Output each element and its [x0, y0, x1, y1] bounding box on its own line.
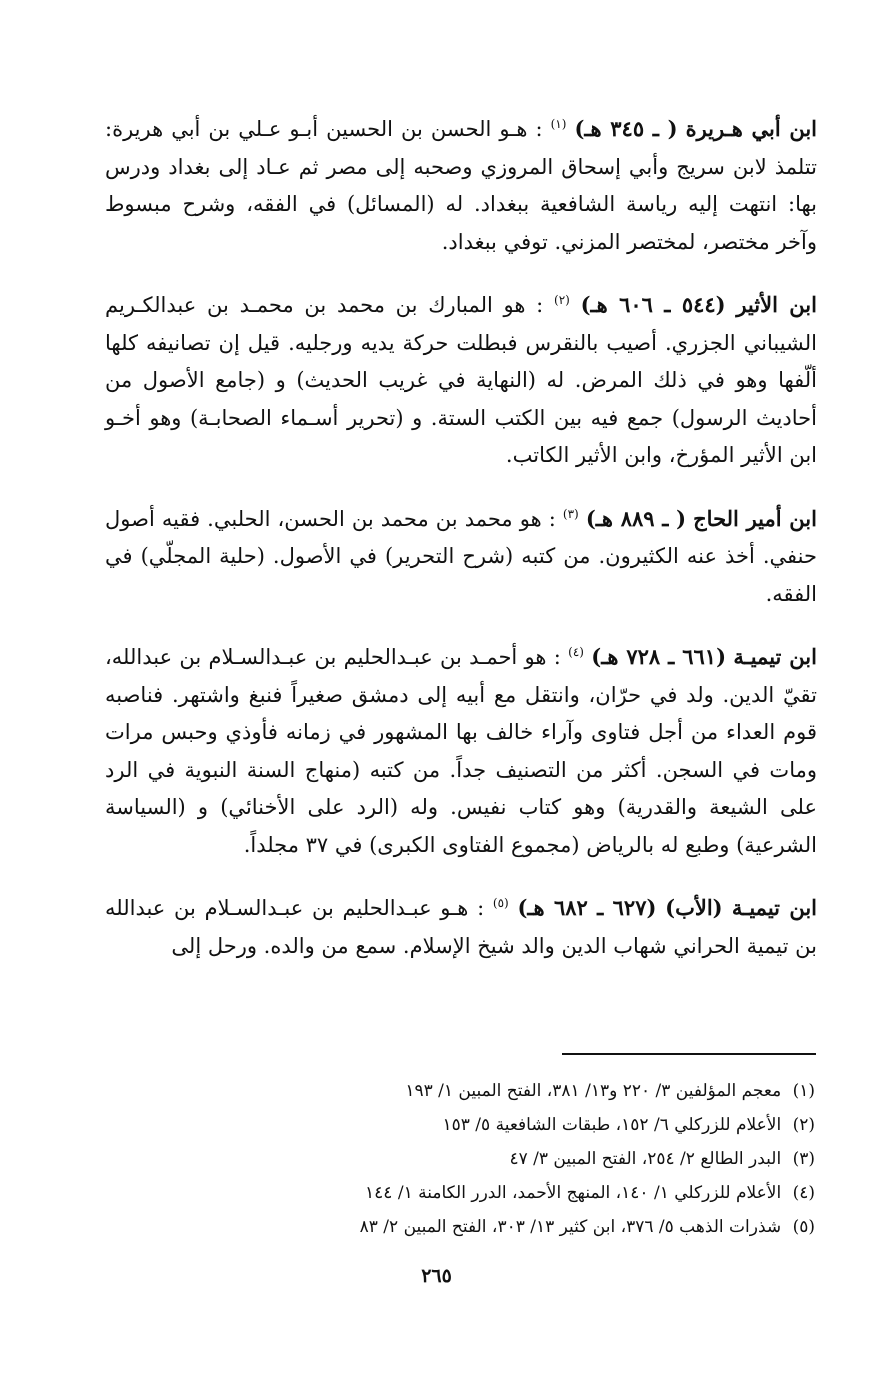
entry-name: ابن أبي هـريرة [685, 116, 817, 141]
footnote-text: الأعلام للزركلي ٦/ ١٥٢، طبقات الشافعية ٥/ ١٥٣ [442, 1115, 782, 1135]
footnote-number: (٥) [792, 1217, 815, 1237]
footnote-text: معجم المؤلفين ٣/ ٢٢٠ و١٣/ ٣٨١، الفتح المبين ١/ ١٩٣ [405, 1081, 782, 1101]
biography-entry [105, 500, 817, 614]
footnote-item [200, 1210, 815, 1244]
footnote-reference: (٢) [554, 293, 570, 307]
footnote-reference: (١) [550, 117, 567, 131]
footnote-number: (١) [792, 1081, 815, 1101]
footnote-item [200, 1176, 815, 1210]
entry-dates: ( ـ ٣٤٥ هـ) [574, 116, 678, 141]
footnote-text: الأعلام للزركلي ١/ ١٤٠، المنهج الأحمد، الدرر الكامنة ١/ ١٤٤ [365, 1183, 782, 1203]
entry-name: ابن تيميـة (الأب) [665, 895, 818, 920]
entry-name: ابن الأثير [736, 292, 817, 317]
entry-text: : هو المبارك بن محمد بن محمـد بن عبدالكـريم الشيباني الجزري. أصيب بالنقرس فبطلت حركة يديه ورجليه. قيل إن تصانيفه كلها ألّفها وهو في ذلك المرض. له (النهاية في غريب الحديث) و (جامع الأصول من أحاديث الرسول) جمع فيه بين الكتب الستة. و (تحرير أسـماء الصحابـة) وهو أخـو ابن الأثير المؤرخ، وابن الأثير الكاتب. [105, 293, 817, 467]
biography-entry [105, 638, 817, 864]
footnote-item [200, 1142, 815, 1176]
footnote-item [200, 1074, 815, 1108]
biographies-body [105, 110, 817, 990]
entry-dates: ( ـ ٨٨٩ هـ) [585, 505, 687, 531]
entry-text: : هـو عبـدالحليم بن عبـدالسـلام بن عبدالله بن تيمية الحراني شهاب الدين والد شيخ الإسلام. سمع من والده. ورحل إلى [105, 896, 817, 958]
footnote-reference: (٥) [492, 896, 509, 910]
entry-dates: (٦٢٧ ـ ٦٨٢ هـ) [517, 895, 657, 920]
footnote-text: البدر الطالع ٢/ ٢٥٤، الفتح المبين ٣/ ٤٧ [509, 1149, 782, 1169]
entry-name: ابن أمير الحاج [693, 505, 817, 531]
entry-dates: (٦٦١ ـ ٧٢٨ هـ) [591, 644, 727, 669]
entry-text: : هو محمد بن محمد بن الحسن، الحلبي. فقيه أصول حنفي. أخذ عنه الكثيرون. من كتبه (شرح التحرير) في الأصول. (حلية المجلّي) في الفقه. [105, 506, 817, 606]
footnote-reference: (٤) [568, 645, 584, 659]
footnote-separator [562, 1053, 816, 1055]
entry-name: ابن تيميـة [733, 644, 817, 669]
biography-entry [105, 110, 817, 261]
footnote-item [200, 1108, 815, 1142]
entry-text: : هـو الحسن بن الحسين أبـو عـلي بن أبي هريرة: تتلمذ لابن سريج وأبي إسحاق المروزي وصحبه إلى مصر ثم عـاد إلى بغداد ودرس بها: انتهت إليه رياسة الشافعية ببغداد. له (المسائل) في الفقه، وشرح مبسوط وآخر مختصر، لمختصر المزني. توفي ببغداد. [105, 117, 817, 254]
footnote-number: (٣) [792, 1149, 815, 1169]
footnotes-list [200, 1074, 815, 1244]
footnote-text: شذرات الذهب ٥/ ٣٧٦، ابن كثير ١٣/ ٣٠٣، الفتح المبين ٢/ ٨٣ [359, 1217, 782, 1237]
entry-dates: (٥٤٤ ـ ٦٠٦ هـ) [580, 292, 726, 317]
entry-text: : هو أحمـد بن عبـدالحليم بن عبـدالسـلام بن عبدالله، تقيّ الدين. ولد في حرّان، وانتقل مع أبيه إلى دمشق صغيراً فنبغ واشتهر. فناصبه قوم العداء من أجل فتاوى وآراء خالف بها المشهور في زمانه فأوذي وحبس مرات ومات في السجن. أكثر من التصنيف جداً. من كتبه (منهاج السنة النبوية في الرد على الشيعة والقدرية) وهو كتاب نفيس. وله (الرد على الأخنائي) و (السياسة الشرعية) وطبع له بالرياض (مجموع الفتاوى الكبرى) في ٣٧ مجلداً. [105, 645, 817, 857]
footnote-reference: (٣) [562, 506, 579, 521]
biography-entry [105, 889, 817, 965]
biography-entry [105, 286, 817, 475]
footnote-number: (٤) [792, 1183, 815, 1203]
footnote-number: (٢) [792, 1115, 815, 1135]
page-number: ٢٦٥ [421, 1265, 452, 1287]
